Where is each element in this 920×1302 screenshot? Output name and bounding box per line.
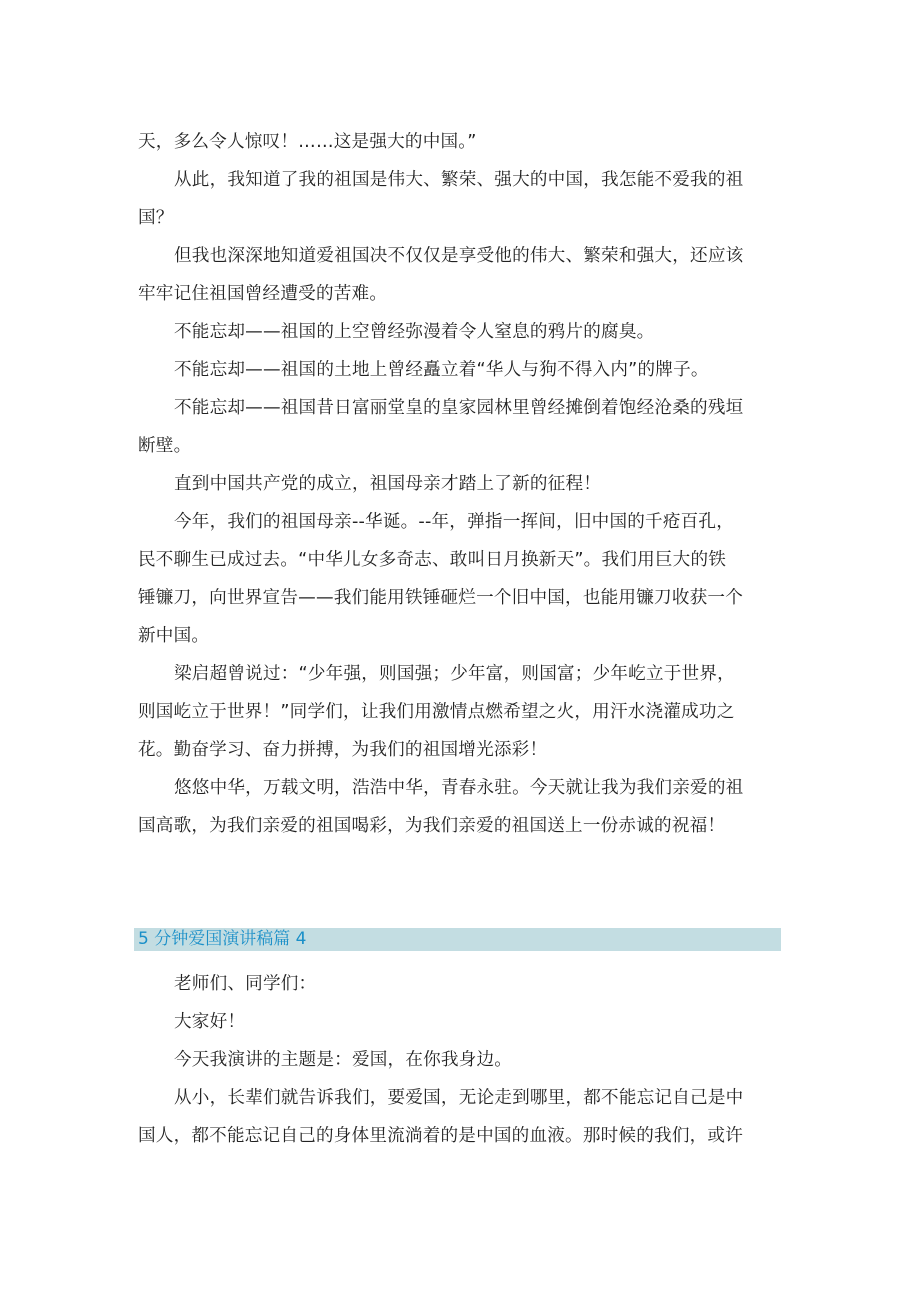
text-line: 断壁。 (138, 436, 192, 456)
section-4-text (138, 965, 784, 1155)
document-body (138, 123, 784, 1155)
text-line: 民不聊生已成过去。“中华儿女多奇志、敢叫日月换新天”。我们用巨大的铁 (138, 550, 727, 570)
section-3-text (138, 123, 784, 845)
text-line: 从小，长辈们就告诉我们，要爱国，无论走到哪里，都不能忘记自己是中 (174, 1088, 744, 1108)
text-line: 梁启超曾说过：“少年强，则国强；少年富，则国富；少年屹立于世界， (174, 664, 735, 684)
paragraph (138, 1041, 784, 1079)
text-line: 新中国。 (138, 626, 210, 646)
text-line: 不能忘却——祖国昔日富丽堂皇的皇家园林里曾经摊倒着饱经沧桑的残垣 (174, 398, 744, 418)
paragraph (138, 389, 784, 465)
text-line: 今天我演讲的主题是：爱国，在你我身边。 (174, 1050, 513, 1070)
text-line: 天，多么令人惊叹！……这是强大的中国。” (138, 132, 477, 152)
text-line: 国？ (138, 208, 174, 228)
paragraph (138, 351, 784, 389)
paragraph (138, 1003, 784, 1041)
text-line: 不能忘却——祖国的上空曾经弥漫着令人窒息的鸦片的腐臭。 (174, 322, 655, 342)
text-line: 锤镰刀，向世界宣告——我们能用铁锤砸烂一个旧中国，也能用镰刀收获一个 (138, 588, 743, 608)
text-line: 老师们、同学们： (174, 974, 317, 994)
text-line: 今年，我们的祖国母亲--华诞。--年，弹指一挥间，旧中国的千疮百孔， (174, 512, 735, 532)
text-line: 从此，我知道了我的祖国是伟大、繁荣、强大的中国，我怎能不爱我的祖 (174, 170, 744, 190)
paragraph (138, 1079, 784, 1155)
text-line: 国人，都不能忘记自己的身体里流淌着的是中国的血液。那时候的我们，或许 (138, 1126, 743, 1146)
paragraph (138, 161, 784, 237)
text-line: 牢牢记住祖国曾经遭受的苦难。 (138, 284, 388, 304)
paragraph (138, 123, 784, 161)
text-line: 国高歌，为我们亲爱的祖国喝彩，为我们亲爱的祖国送上一份赤诚的祝福！ (138, 816, 726, 836)
text-line: 不能忘却——祖国的土地上曾经矗立着“华人与狗不得入内”的牌子。 (174, 360, 709, 380)
paragraph (138, 313, 784, 351)
paragraph (138, 465, 784, 503)
paragraph (138, 655, 784, 769)
text-line: 花。勤奋学习、奋力拼搏，为我们的祖国增光添彩！ (138, 740, 548, 760)
text-line: 则国屹立于世界！”同学们，让我们用激情点燃希望之火，用汗水浇灌成功之 (138, 702, 735, 722)
paragraph (138, 503, 784, 655)
section-heading: 5 分钟爱国演讲稿篇 4 (134, 928, 781, 951)
paragraph (138, 965, 784, 1003)
text-line: 大家好！ (174, 1012, 246, 1032)
paragraph (138, 237, 784, 313)
paragraph (138, 769, 784, 845)
text-line: 但我也深深地知道爱祖国决不仅仅是享受他的伟大、繁荣和强大，还应该 (174, 246, 744, 266)
text-line: 悠悠中华，万载文明，浩浩中华，青春永驻。今天就让我为我们亲爱的祖 (174, 778, 744, 798)
text-line: 直到中国共产党的成立，祖国母亲才踏上了新的征程！ (174, 474, 602, 494)
